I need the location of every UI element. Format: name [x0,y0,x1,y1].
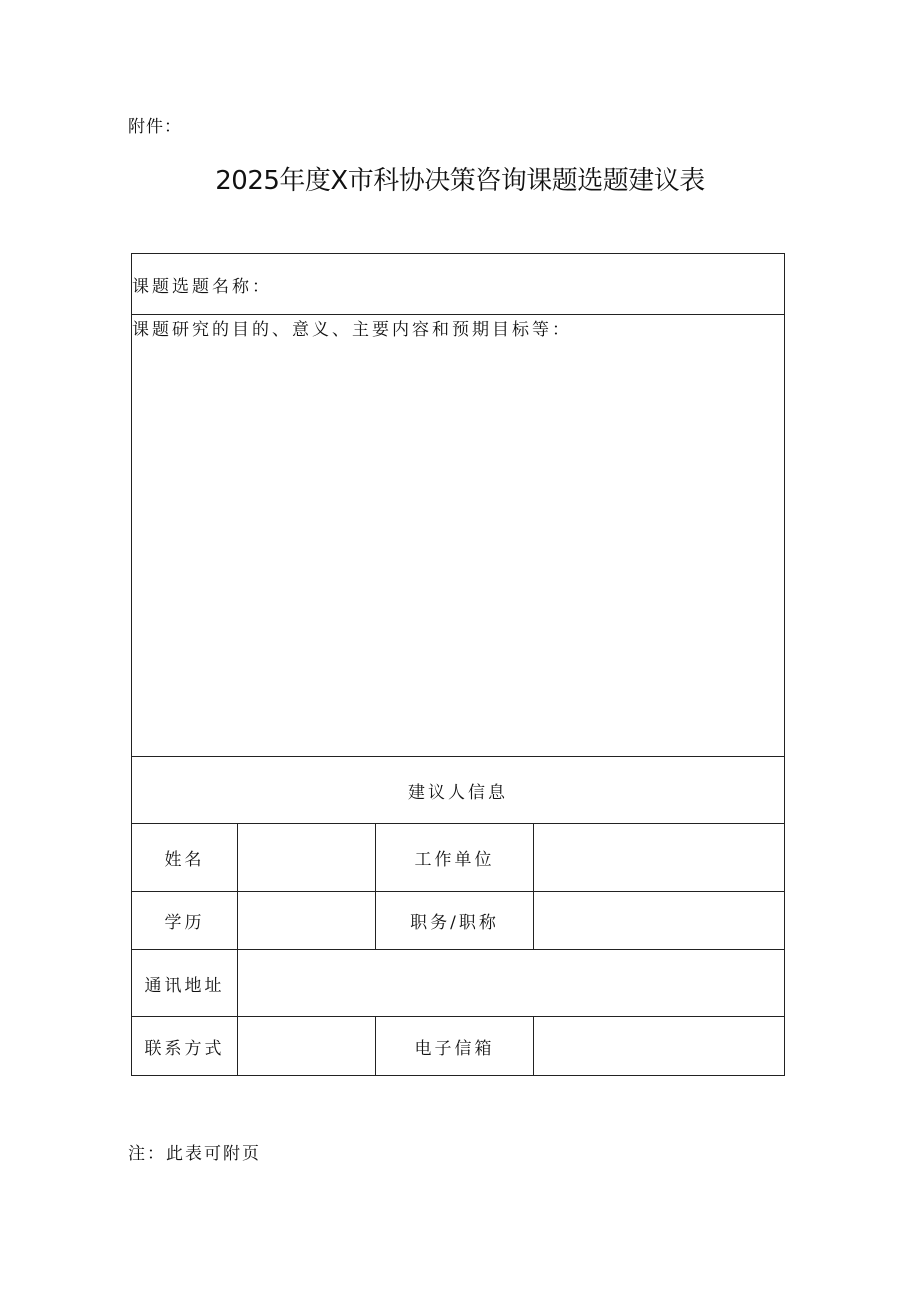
education-field[interactable] [238,892,376,950]
name-row [132,824,785,892]
education-label: 学历 [132,892,238,950]
contact-row [132,1017,785,1076]
position-field[interactable] [534,892,785,950]
topic-name-label: 课题选题名称： [132,276,272,297]
name-label: 姓名 [132,824,238,892]
contact-label: 联系方式 [132,1017,238,1076]
attachment-label: 附件： [128,117,182,137]
document-title: 2025年度X市科协决策咨询课题选题建议表 [215,166,705,196]
proposer-section-row [132,757,785,824]
topic-name-field[interactable] [132,254,785,315]
proposer-section-title: 建议人信息 [132,757,785,824]
education-row [132,892,785,950]
topic-purpose-row [132,315,785,757]
contact-field[interactable] [238,1017,376,1076]
email-label: 电子信箱 [376,1017,534,1076]
topic-purpose-label: 课题研究的目的、意义、主要内容和预期目标等： [132,320,572,340]
topic-name-row [132,254,785,315]
topic-purpose-field[interactable] [132,315,785,757]
work-unit-field[interactable] [534,824,785,892]
email-field[interactable] [534,1017,785,1076]
address-row [132,950,785,1017]
position-label: 职务/职称 [376,892,534,950]
address-label: 通讯地址 [132,950,238,1017]
name-field[interactable] [238,824,376,892]
proposal-form-table [131,253,785,1076]
footnote: 注：此表可附页 [128,1144,261,1164]
address-field[interactable] [238,950,785,1017]
work-unit-label: 工作单位 [376,824,534,892]
